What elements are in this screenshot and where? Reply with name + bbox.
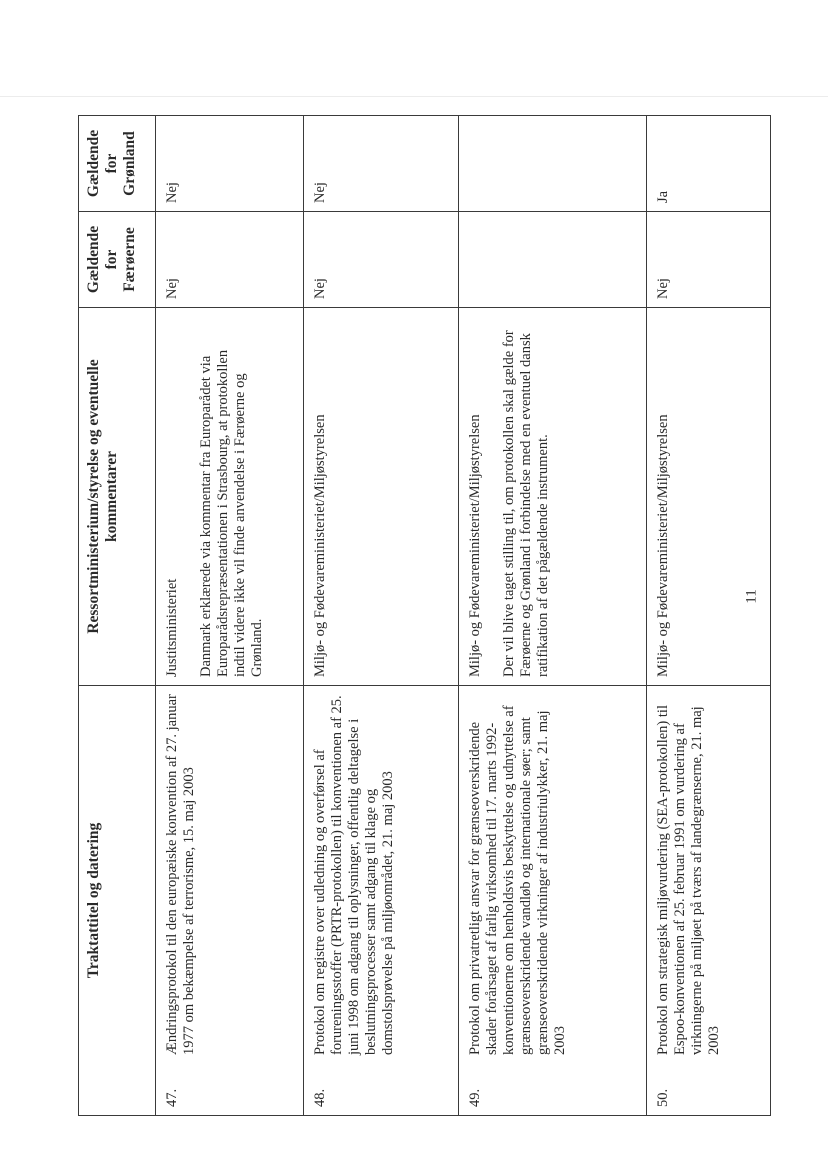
- ministry-cell: [156, 308, 304, 686]
- table-row: [647, 116, 771, 1116]
- greenland-cell: [156, 116, 304, 212]
- table-row: [304, 116, 459, 1116]
- row-number: 48.: [312, 1088, 328, 1107]
- header-title-column: Traktattitel og datering: [79, 686, 156, 1116]
- ministry-name: Justitsministeriet: [164, 578, 180, 677]
- treaty-title: Ændringsprotokol til den europæiske konvention af 27. januar 1977 om bekæmpelse af terrorisme, 15. maj 2003: [164, 694, 197, 1055]
- row-number: 47.: [164, 1088, 180, 1107]
- faroe-value: Nej: [164, 278, 180, 299]
- ministry-cell: [459, 308, 647, 686]
- treaty-title-cell: [304, 686, 459, 1116]
- rotated-document-sheet: [78, 116, 770, 1116]
- faroe-cell: [156, 212, 304, 308]
- scan-artifact-line: [0, 96, 828, 97]
- ministry-name: Miljø- og Fødevareministeriet/Miljøstyrelsen: [655, 414, 671, 677]
- ministry-comment: Der vil blive taget stilling til, om protokollen skal gælde for Færøerne og Grønland i forbindelse med en eventuel dansk ratifikation af det pågældende instrument.: [501, 330, 551, 677]
- table-row: [156, 116, 304, 1116]
- ministry-comment: Danmark erklærede via kommentar fra Europarådet via Europarådsrepræsentationen i Strasbourg, at protokollen indtil videre ikke vil finde anvendelse i Færøerne og Grønland.: [198, 349, 265, 677]
- ministry-cell: [304, 308, 459, 686]
- treaty-table: [78, 115, 771, 1116]
- greenland-value: Nej: [312, 182, 328, 203]
- faroe-value: Nej: [312, 278, 328, 299]
- greenland-value: Nej: [164, 182, 180, 203]
- faroe-value: Nej: [655, 278, 671, 299]
- greenland-cell: [304, 116, 459, 212]
- header-faroe-column: Gældende for Færøerne: [79, 212, 156, 308]
- faroe-cell: [304, 212, 459, 308]
- treaty-title: Protokol om privatretligt ansvar for grænseoverskridende skader forårsaget af farlig virksomhed til 17. marts 1992-konventionerne om henholdsvis beskyttelse og udnyttelse af grænseoverskridende vandløb og internationale søer; samt grænseoverskridende virkninger af industriulykker, 21. maj 2003: [467, 705, 568, 1055]
- table-row: [459, 116, 647, 1116]
- ministry-name: Miljø- og Fødevareministeriet/Miljøstyrelsen: [312, 414, 328, 677]
- faroe-cell: [459, 212, 647, 308]
- faroe-value: [459, 212, 467, 307]
- greenland-cell: [459, 116, 647, 212]
- ministry-name: Miljø- og Fødevareministeriet/Miljøstyrelsen: [467, 414, 483, 677]
- faroe-cell: [647, 212, 771, 308]
- treaty-title-cell: [156, 686, 304, 1116]
- page-number: 11: [743, 589, 760, 604]
- greenland-value: [459, 116, 467, 211]
- row-number: 50.: [655, 1088, 671, 1107]
- greenland-value: Ja: [655, 190, 671, 203]
- treaty-title: Protokol om registre over udledning og overførsel af forureningsstoffer (PRTR-protokollen) til konventionen af 25. juni 1998 om adgang til oplysninger, offentlig deltagelse i beslutningsprocesser samt adgang til klage og domstolsprøvelse på miljøområdet, 21. maj 2003: [312, 695, 396, 1055]
- table-header-row: [79, 116, 156, 1116]
- treaty-title: Protokol om strategisk miljøvurdering (SEA-protokollen) til Espoo-konventionen af 25. februar 1991 om vurdering af virkningerne på miljøet på tværs af landegrænserne, 21. maj 2003: [655, 705, 722, 1055]
- treaty-title-cell: [647, 686, 771, 1116]
- row-number: 49.: [467, 1088, 483, 1107]
- ministry-cell: [647, 308, 771, 686]
- header-ministry-column: Ressortministerium/styrelse og eventuelle kommentarer: [79, 308, 156, 686]
- greenland-cell: [647, 116, 771, 212]
- treaty-title-cell: [459, 686, 647, 1116]
- header-greenland-column: Gældende for Grønland: [79, 116, 156, 212]
